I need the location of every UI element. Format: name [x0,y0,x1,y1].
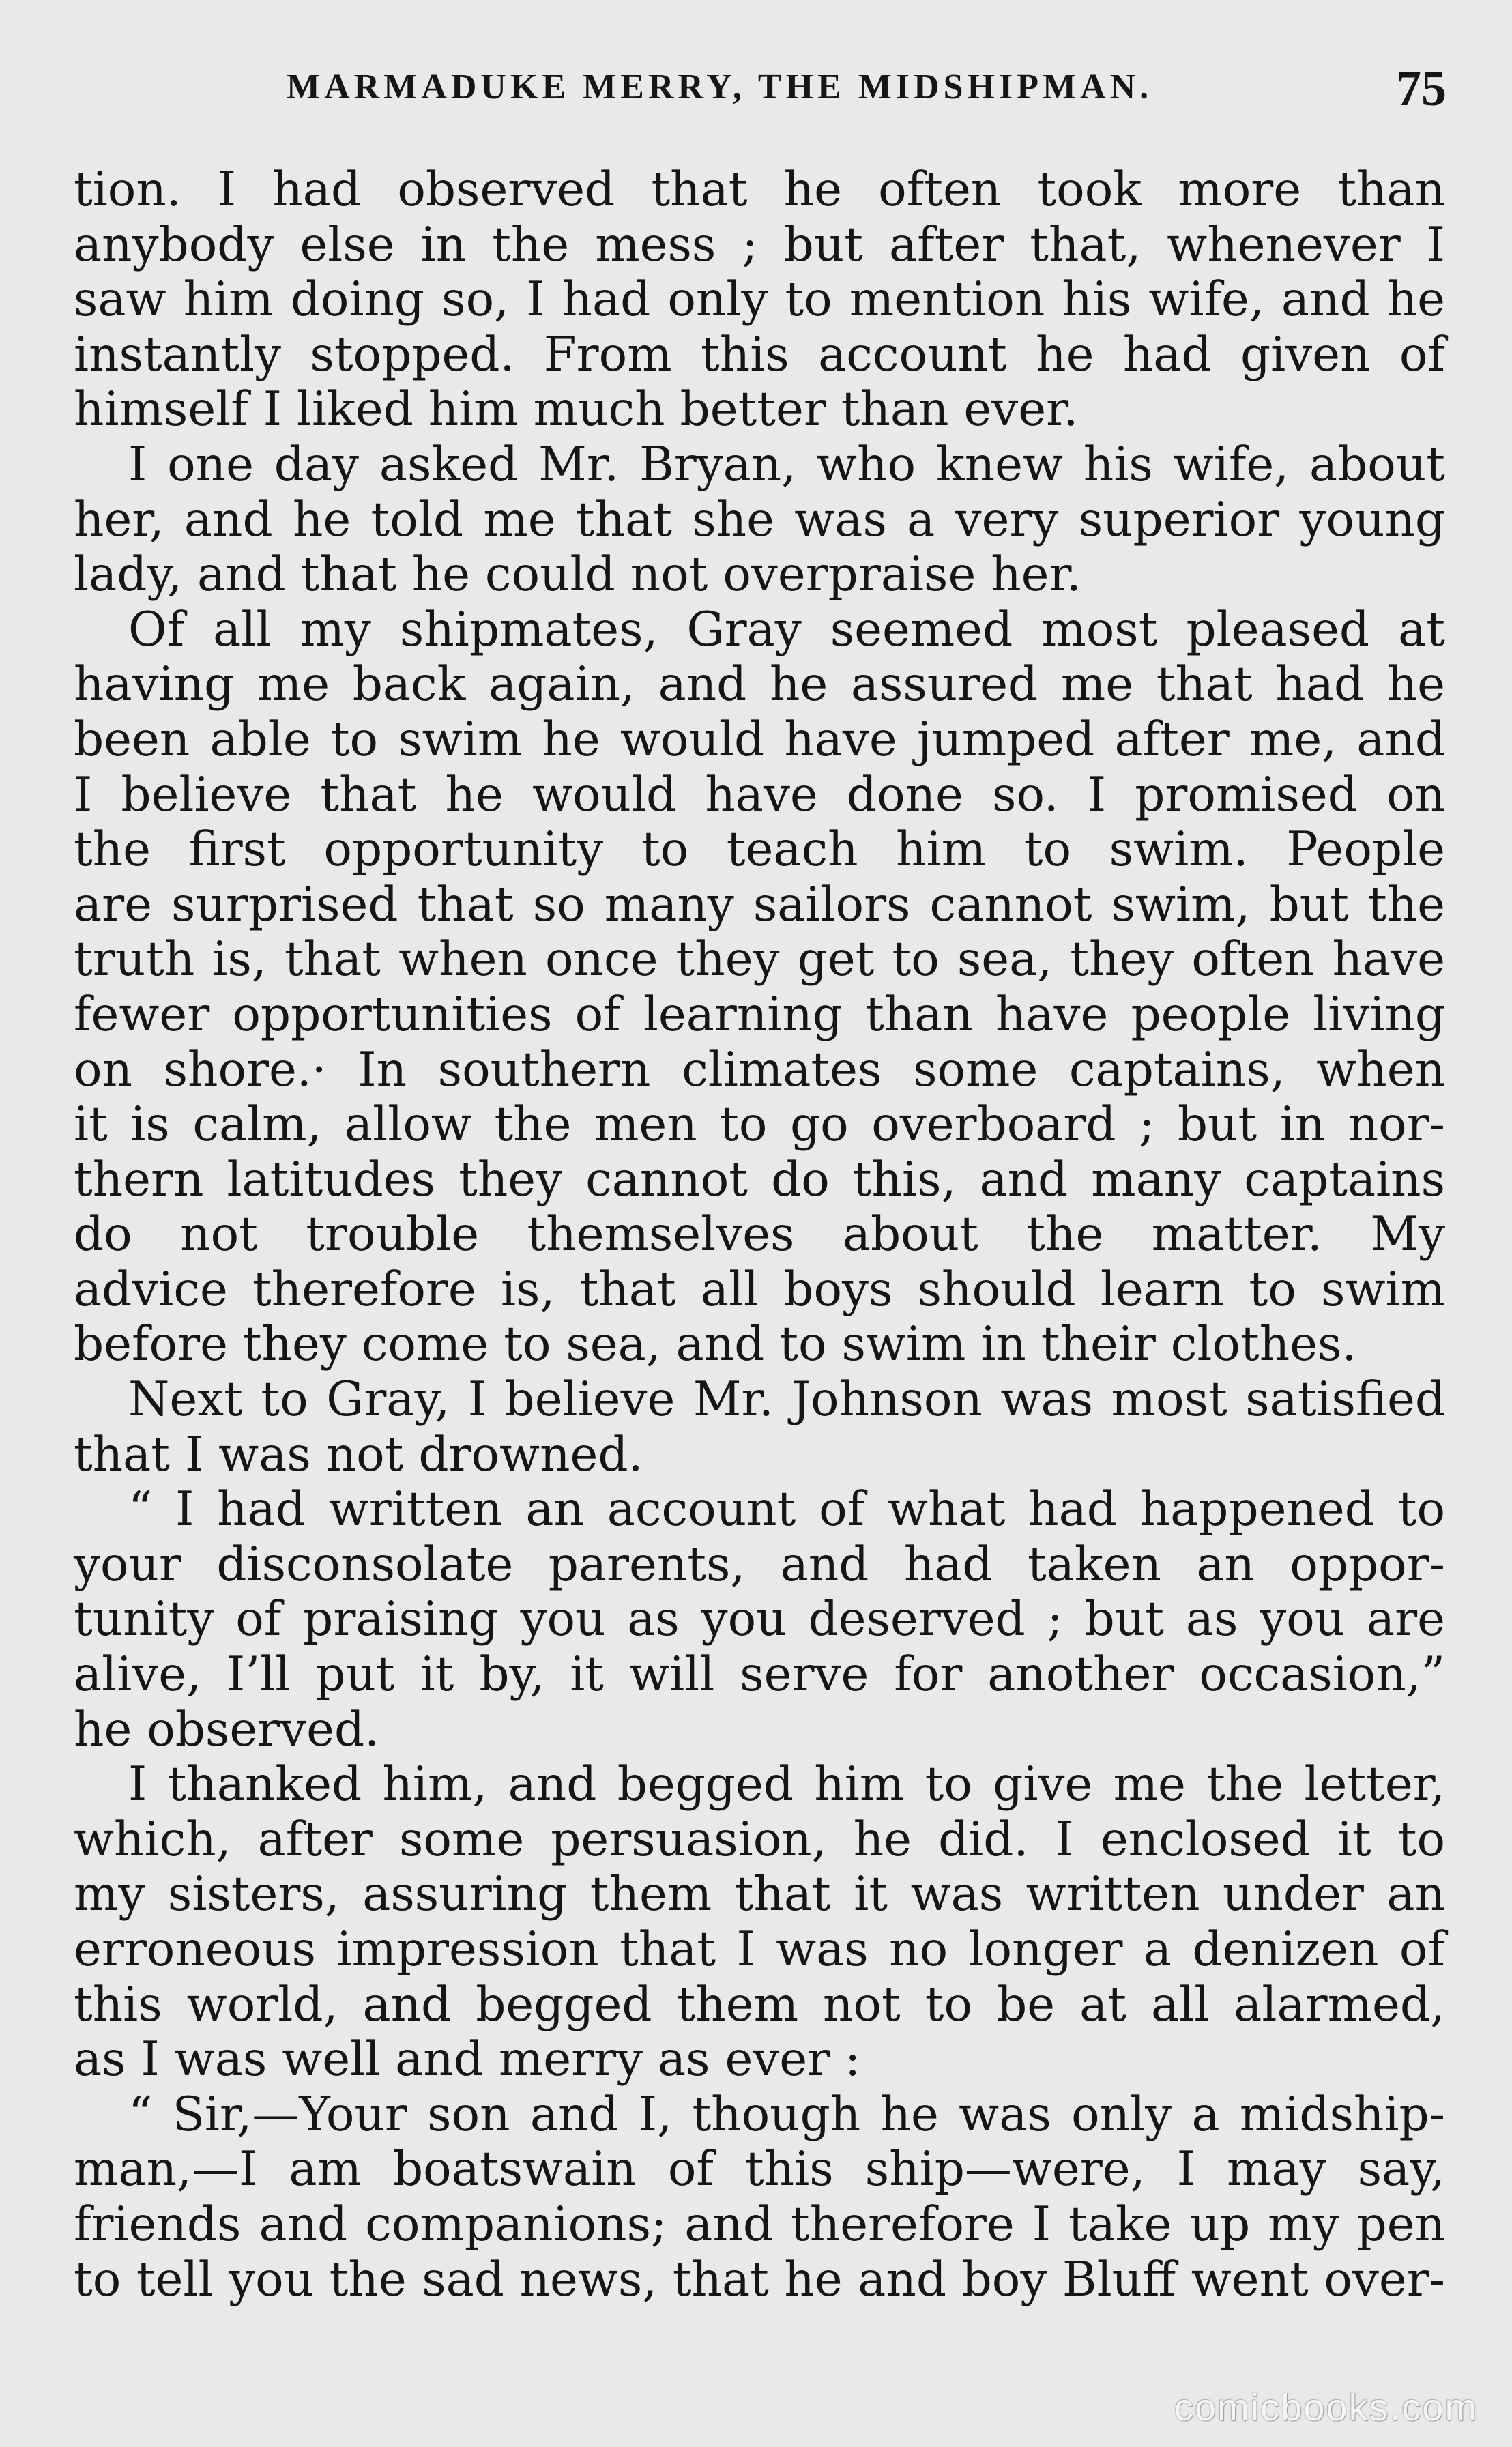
text-line: this world, and begged them not to be at all alarmed, [74,1977,1445,2032]
text-line: I one day asked Mr. Bryan, who knew his wife, about [128,437,1445,492]
text-line: fewer opportunities of learning than have people living [74,987,1445,1042]
text-line: before they come to sea, and to swim in their clothes. [74,1317,1357,1372]
page-header [287,60,1446,121]
text-line: her, and he told me that she was a very superior young [74,492,1445,547]
text-line: Of all my shipmates, Gray seemed most pleased at [128,602,1445,657]
text-line: tion. I had observed that he often took more than [74,162,1445,217]
text-line: saw him doing so, I had only to mention his wife, and he [74,272,1445,328]
text-line: my sisters, assuring them that it was written under an [74,1867,1445,1922]
text-line: I believe that he would have done so. I promised on [74,767,1445,822]
text-line: instantly stopped. From this account he had given of [74,327,1445,382]
text-line: Next to Gray, I believe Mr. Johnson was most satisfied [128,1372,1445,1428]
text-line: alive, I’ll put it by, it will serve for another occasion,” [74,1647,1445,1703]
text-line: that I was not drowned. [74,1427,643,1482]
text-line: do not trouble themselves about the matter. My [74,1207,1445,1262]
text-line: it is calm, allow the men to go overboard ; but in nor- [74,1097,1445,1153]
text-line: which, after some persuasion, he did. I enclosed it to [74,1812,1445,1867]
text-line: tunity of praising you as you deserved ; but as you are [74,1592,1445,1647]
text-line: friends and companions; and therefore I take up my pen [74,2197,1445,2252]
text-line: “ I had written an account of what had happened to [128,1482,1445,1537]
text-line: your disconsolate parents, and had taken an oppor- [74,1537,1445,1592]
text-line: lady, and that he could not overpraise her. [74,547,1081,603]
text-line: been able to swim he would have jumped after me, and [74,712,1445,767]
running-head: MARMADUKE MERRY, THE MIDSHIPMAN. [287,68,1153,106]
page-number: 75 [1396,61,1446,117]
text-line: on shore.· In southern climates some captains, when [74,1042,1445,1097]
text-line: he observed. [74,1702,380,1757]
text-line: truth is, that when once they get to sea, they often have [74,932,1445,987]
text-line: erroneous impression that I was no longer a denizen of [74,1922,1445,1977]
text-line: as I was well and merry as ever : [74,2032,861,2087]
text-line: the first opportunity to teach him to swim. People [74,822,1445,878]
text-line: “ Sir,—Your son and I, though he was only a midship- [128,2087,1445,2142]
text-line: I thanked him, and begged him to give me the letter, [128,1757,1445,1812]
text-line: having me back again, and he assured me that had he [74,657,1445,712]
text-line: advice therefore is, that all boys should learn to swim [74,1262,1445,1317]
site-watermark: comicbooks.com [1174,2386,1478,2429]
text-line: thern latitudes they cannot do this, and many captains [74,1152,1445,1207]
text-line: to tell you the sad news, that he and boy Bluff went over- [74,2252,1445,2307]
text-line: are surprised that so many sailors cannot swim, but the [74,877,1445,932]
text-line: himself I liked him much better than ever. [74,382,1079,437]
text-line: man,—I am boatswain of this ship—were, I may say, [74,2142,1445,2197]
body-text [74,162,1445,2307]
text-line: anybody else in the mess ; but after that, whenever I [74,217,1445,272]
